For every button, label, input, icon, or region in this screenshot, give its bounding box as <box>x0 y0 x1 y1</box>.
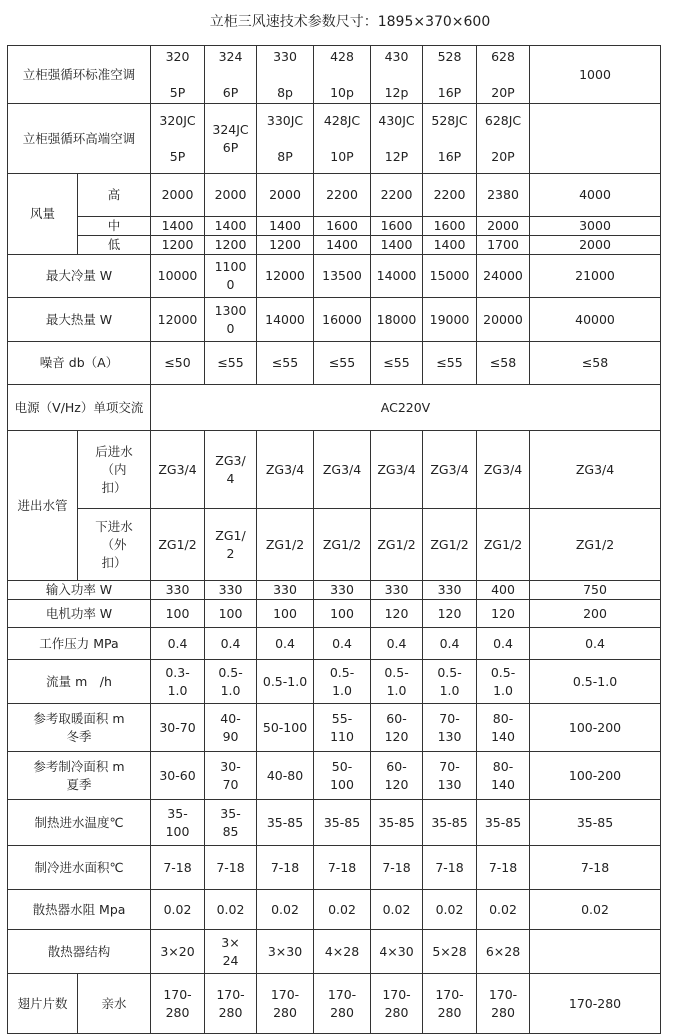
value-cell: 1200 <box>257 236 314 255</box>
value-cell: 1400 <box>205 217 257 236</box>
value-cell: 16000 <box>314 298 371 342</box>
sub-label: 亲水 <box>78 974 151 1034</box>
value-cell: 5×28 <box>423 930 477 974</box>
value-cell: 100 <box>151 600 205 628</box>
value-cell: 12000 <box>257 255 314 298</box>
value-cell: ZG1/2 <box>530 509 661 581</box>
value-cell: ZG3/4 <box>530 431 661 509</box>
row-label: 立柜强循环高端空调 <box>8 104 151 174</box>
row-label: 翅片片数 <box>8 974 78 1034</box>
value-cell: 120 <box>371 600 423 628</box>
row-heating <box>8 298 661 342</box>
value-cell: 35-85 <box>314 800 371 846</box>
value-cell: 4×28 <box>314 930 371 974</box>
value-cell: 0.5- 1.0 <box>314 660 371 704</box>
value-cell: 628JC 20P <box>477 104 530 174</box>
value-cell: 35-85 <box>530 800 661 846</box>
value-cell: ZG3/4 <box>314 431 371 509</box>
value-cell: 24000 <box>477 255 530 298</box>
row-label: 电机功率 W <box>8 600 151 628</box>
value-cell: 200 <box>530 600 661 628</box>
value-cell: 428 10p <box>314 46 371 104</box>
value-cell: ZG3/4 <box>371 431 423 509</box>
value-cell: 120 <box>477 600 530 628</box>
value-cell: 60- 120 <box>371 752 423 800</box>
value-cell: 1400 <box>314 236 371 255</box>
value-cell: 70- 130 <box>423 704 477 752</box>
row-label: 流量 m /h <box>8 660 151 704</box>
row-label: 制热进水温度℃ <box>8 800 151 846</box>
row-label: 风量 <box>8 174 78 255</box>
row-cool_temp <box>8 846 661 890</box>
value-cell: 1400 <box>423 236 477 255</box>
value-cell: 320 5P <box>151 46 205 104</box>
value-cell: 170- 280 <box>257 974 314 1034</box>
value-cell: 330 <box>257 581 314 600</box>
value-cell: 1300 0 <box>205 298 257 342</box>
row-label: 噪音 db（A） <box>8 342 151 385</box>
row-label: 参考取暖面积 m 冬季 <box>8 704 151 752</box>
value-cell: 1100 0 <box>205 255 257 298</box>
value-cell: ZG1/2 <box>371 509 423 581</box>
value-cell: 628 20P <box>477 46 530 104</box>
value-cell: 2380 <box>477 174 530 217</box>
value-cell <box>530 930 661 974</box>
value-cell: 100 <box>314 600 371 628</box>
value-cell: 170- 280 <box>477 974 530 1034</box>
sub-label: 下进水 （外 扣） <box>78 509 151 581</box>
value-cell: 330 <box>314 581 371 600</box>
value-cell: 1000 <box>530 46 661 104</box>
row-structure <box>8 930 661 974</box>
value-cell: 14000 <box>257 298 314 342</box>
value-cell: 0.5- 1.0 <box>205 660 257 704</box>
value-cell: 324 6P <box>205 46 257 104</box>
spec-table <box>7 45 661 1034</box>
value-cell: 100 <box>257 600 314 628</box>
value-cell: 0.4 <box>314 628 371 660</box>
value-cell: 80- 140 <box>477 704 530 752</box>
value-cell: 50- 100 <box>314 752 371 800</box>
value-cell: 1400 <box>151 217 205 236</box>
value-cell: 324JC 6P <box>205 104 257 174</box>
row-label: 进出水管 <box>8 431 78 581</box>
value-cell: 35-85 <box>423 800 477 846</box>
value-cell: 35-85 <box>371 800 423 846</box>
value-cell: 0.5- 1.0 <box>477 660 530 704</box>
value-cell: 18000 <box>371 298 423 342</box>
value-cell: 1600 <box>371 217 423 236</box>
value-cell: 1400 <box>371 236 423 255</box>
value-cell: ≤55 <box>371 342 423 385</box>
value-cell: ≤50 <box>151 342 205 385</box>
value-cell: 30- 70 <box>205 752 257 800</box>
value-cell: 528JC 16P <box>423 104 477 174</box>
value-cell: 7-18 <box>477 846 530 890</box>
value-cell: 170- 280 <box>205 974 257 1034</box>
value-cell: 0.02 <box>151 890 205 930</box>
value-cell: 330 <box>205 581 257 600</box>
value-cell: 170- 280 <box>314 974 371 1034</box>
value-cell: 2200 <box>371 174 423 217</box>
value-cell: 0.02 <box>314 890 371 930</box>
value-cell: ZG3/4 <box>423 431 477 509</box>
value-cell: 2000 <box>477 217 530 236</box>
value-cell: 35- 100 <box>151 800 205 846</box>
row-flow <box>8 660 661 704</box>
value-cell: 60- 120 <box>371 704 423 752</box>
value-cell: ≤55 <box>205 342 257 385</box>
value-cell: 35-85 <box>257 800 314 846</box>
value-cell: 50-100 <box>257 704 314 752</box>
value-cell: 170- 280 <box>151 974 205 1034</box>
value-cell: 0.4 <box>151 628 205 660</box>
value-cell: 1400 <box>257 217 314 236</box>
value-cell: 0.02 <box>257 890 314 930</box>
row-cool_area <box>8 752 661 800</box>
value-cell: 2200 <box>423 174 477 217</box>
value-cell: 1700 <box>477 236 530 255</box>
value-cell: 10000 <box>151 255 205 298</box>
value-cell: ZG3/4 <box>257 431 314 509</box>
value-cell: 170- 280 <box>371 974 423 1034</box>
value-cell: 0.4 <box>477 628 530 660</box>
value-cell: ZG3/4 <box>477 431 530 509</box>
value-cell: 2200 <box>314 174 371 217</box>
value-cell: 1200 <box>205 236 257 255</box>
value-cell: 0.4 <box>530 628 661 660</box>
row-high_ac <box>8 104 661 174</box>
value-cell: 100-200 <box>530 704 661 752</box>
value-cell: 400 <box>477 581 530 600</box>
value-cell: ZG1/2 <box>423 509 477 581</box>
value-cell: 320JC 5P <box>151 104 205 174</box>
row-airflow-low <box>8 236 661 255</box>
value-cell: 30-70 <box>151 704 205 752</box>
value-cell: 3× 24 <box>205 930 257 974</box>
value-cell: 2000 <box>205 174 257 217</box>
row-fins <box>8 974 661 1034</box>
value-cell: ZG1/2 <box>257 509 314 581</box>
row-airflow-mid <box>8 217 661 236</box>
value-cell: 40000 <box>530 298 661 342</box>
row-label: 最大冷量 W <box>8 255 151 298</box>
row-label: 输入功率 W <box>8 581 151 600</box>
value-cell: 40-80 <box>257 752 314 800</box>
value-cell: 7-18 <box>530 846 661 890</box>
value-cell: 3×30 <box>257 930 314 974</box>
row-label: 散热器水阻 Mpa <box>8 890 151 930</box>
value-cell: 1600 <box>423 217 477 236</box>
sub-label: 高 <box>78 174 151 217</box>
value-cell: 40- 90 <box>205 704 257 752</box>
value-cell: 7-18 <box>151 846 205 890</box>
row-std_ac <box>8 46 661 104</box>
value-cell: ZG3/4 <box>151 431 205 509</box>
row-input_power <box>8 581 661 600</box>
value-cell: ZG3/ 4 <box>205 431 257 509</box>
value-cell: 35-85 <box>477 800 530 846</box>
value-cell: 21000 <box>530 255 661 298</box>
value-cell: 13500 <box>314 255 371 298</box>
value-cell: 0.4 <box>423 628 477 660</box>
row-pipe-rear <box>8 431 661 509</box>
value-cell: AC220V <box>151 385 661 431</box>
value-cell: 0.02 <box>371 890 423 930</box>
value-cell <box>530 104 661 174</box>
value-cell: 0.02 <box>205 890 257 930</box>
value-cell: 430JC 12P <box>371 104 423 174</box>
value-cell: 20000 <box>477 298 530 342</box>
row-label: 最大热量 W <box>8 298 151 342</box>
value-cell: 80- 140 <box>477 752 530 800</box>
value-cell: 100 <box>205 600 257 628</box>
value-cell: 330 <box>371 581 423 600</box>
row-airflow-high <box>8 174 661 217</box>
value-cell: ≤55 <box>257 342 314 385</box>
value-cell: ZG1/2 <box>151 509 205 581</box>
value-cell: 0.02 <box>530 890 661 930</box>
value-cell: 100-200 <box>530 752 661 800</box>
value-cell: 0.5- 1.0 <box>371 660 423 704</box>
value-cell: 3000 <box>530 217 661 236</box>
row-label: 制冷进水面积℃ <box>8 846 151 890</box>
row-pressure <box>8 628 661 660</box>
value-cell: 330 <box>423 581 477 600</box>
value-cell: ≤55 <box>314 342 371 385</box>
value-cell: 1200 <box>151 236 205 255</box>
value-cell: 170-280 <box>530 974 661 1034</box>
value-cell: ≤58 <box>477 342 530 385</box>
value-cell: 19000 <box>423 298 477 342</box>
value-cell: 7-18 <box>257 846 314 890</box>
value-cell: 35- 85 <box>205 800 257 846</box>
value-cell: 6×28 <box>477 930 530 974</box>
value-cell: 12000 <box>151 298 205 342</box>
value-cell: ZG1/2 <box>314 509 371 581</box>
value-cell: 0.5- 1.0 <box>423 660 477 704</box>
value-cell: 4×30 <box>371 930 423 974</box>
value-cell: 330 8p <box>257 46 314 104</box>
row-pipe-bottom <box>8 509 661 581</box>
row-label: 参考制冷面积 m 夏季 <box>8 752 151 800</box>
value-cell: 7-18 <box>314 846 371 890</box>
value-cell: ZG1/2 <box>477 509 530 581</box>
row-power-supply <box>8 385 661 431</box>
row-cooling <box>8 255 661 298</box>
value-cell: 330 <box>151 581 205 600</box>
value-cell: 120 <box>423 600 477 628</box>
value-cell: 2000 <box>257 174 314 217</box>
value-cell: 330JC 8P <box>257 104 314 174</box>
value-cell: 0.3- 1.0 <box>151 660 205 704</box>
row-label: 工作压力 MPa <box>8 628 151 660</box>
row-label: 散热器结构 <box>8 930 151 974</box>
row-label: 电源（V/Hz）单项交流 <box>8 385 151 431</box>
value-cell: 0.5-1.0 <box>257 660 314 704</box>
sub-label: 后进水 （内 扣） <box>78 431 151 509</box>
sub-label: 中 <box>78 217 151 236</box>
value-cell: 70- 130 <box>423 752 477 800</box>
sub-label: 低 <box>78 236 151 255</box>
value-cell: 4000 <box>530 174 661 217</box>
value-cell: 14000 <box>371 255 423 298</box>
value-cell: ≤58 <box>530 342 661 385</box>
value-cell: 0.4 <box>257 628 314 660</box>
value-cell: 15000 <box>423 255 477 298</box>
value-cell: 170- 280 <box>423 974 477 1034</box>
value-cell: 2000 <box>151 174 205 217</box>
value-cell: 30-60 <box>151 752 205 800</box>
value-cell: 1600 <box>314 217 371 236</box>
row-resistance <box>8 890 661 930</box>
value-cell: 7-18 <box>205 846 257 890</box>
value-cell: ZG1/ 2 <box>205 509 257 581</box>
page-title: 立柜三风速技术参数尺寸：1895×370×600 <box>209 14 491 30</box>
value-cell: 0.4 <box>371 628 423 660</box>
value-cell: 0.5-1.0 <box>530 660 661 704</box>
row-label: 立柜强循环标准空调 <box>8 46 151 104</box>
value-cell: 3×20 <box>151 930 205 974</box>
value-cell: 7-18 <box>423 846 477 890</box>
value-cell: 2000 <box>530 236 661 255</box>
value-cell: 428JC 10P <box>314 104 371 174</box>
row-heat_temp <box>8 800 661 846</box>
value-cell: 0.02 <box>423 890 477 930</box>
value-cell: 0.02 <box>477 890 530 930</box>
value-cell: 55- 110 <box>314 704 371 752</box>
value-cell: 750 <box>530 581 661 600</box>
row-motor_power <box>8 600 661 628</box>
row-noise <box>8 342 661 385</box>
value-cell: ≤55 <box>423 342 477 385</box>
value-cell: 0.4 <box>205 628 257 660</box>
value-cell: 430 12p <box>371 46 423 104</box>
value-cell: 7-18 <box>371 846 423 890</box>
value-cell: 528 16P <box>423 46 477 104</box>
row-heat_area <box>8 704 661 752</box>
